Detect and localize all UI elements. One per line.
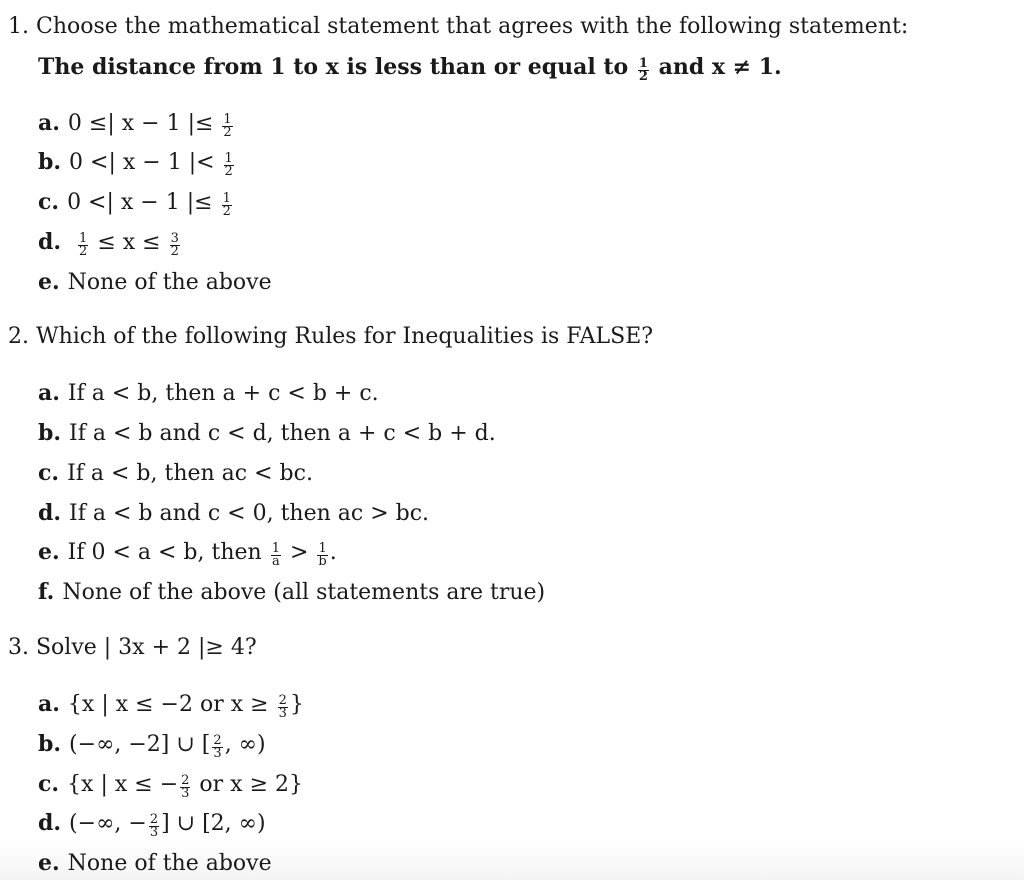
q3-option-c[interactable]: c. {x | x ≤ − $\frac{2}{3}$ or x ≥ 2} [38, 771, 303, 801]
q1-option-c[interactable]: c. 0 <| x − 1 |≤ $\frac{1}{2}$ [38, 189, 231, 219]
q2-option-c[interactable]: c. If a < b, then ac < bc. [38, 460, 313, 486]
question-1-text: 1. Choose the mathematical statement that agrees with the following statement: [8, 14, 909, 39]
q2-option-f[interactable]: f. None of the above (all statements are true) [38, 579, 546, 605]
statement-fraction: $\frac{1}{2}$ [638, 56, 648, 84]
q1-option-e[interactable]: e. None of the above [38, 269, 272, 295]
q3-option-e[interactable]: e. None of the above [38, 850, 272, 876]
q1-option-a[interactable]: a. 0 ≤| x − 1 |≤ $\frac{1}{2}$ [38, 110, 232, 140]
q3-option-d[interactable]: d. (−∞, − $\frac{2}{3}$ ] ∪ [2, ∞) [38, 810, 266, 840]
question-3-text: 3. Solve | 3x + 2 |≥ 4? [8, 635, 257, 660]
q2-option-d[interactable]: d. If a < b and c < 0, then ac > bc. [38, 500, 430, 526]
q2-option-b[interactable]: b. If a < b and c < d, then a + c < b + d. [38, 420, 496, 446]
q3-option-b[interactable]: b. (−∞, −2] ∪ [ $\frac{2}{3}$ , ∞) [38, 731, 266, 761]
question-2-text: 2. Which of the following Rules for Inequalities is FALSE? [8, 324, 654, 349]
statement-suffix: and x ≠ 1. [658, 54, 782, 80]
q1-option-d[interactable]: d. $\frac{1}{2}$ ≤ x ≤ $\frac{3}{2}$ [38, 229, 179, 259]
q1-option-b[interactable]: b. 0 <| x − 1 |< $\frac{1}{2}$ [38, 149, 233, 179]
question-1-statement [38, 53, 782, 83]
q2-option-e[interactable]: e. If 0 < a < b, then $\frac{1}{a}$ > $\frac{1}{b}$ . [38, 539, 337, 569]
q2-option-a[interactable]: a. If a < b, then a + c < b + c. [38, 380, 379, 406]
statement-prefix: The distance from 1 to x is less than or equal to [38, 54, 629, 80]
q3-option-a[interactable]: a. {x | x ≤ −2 or x ≥ $\frac{2}{3}$ } [38, 691, 304, 721]
